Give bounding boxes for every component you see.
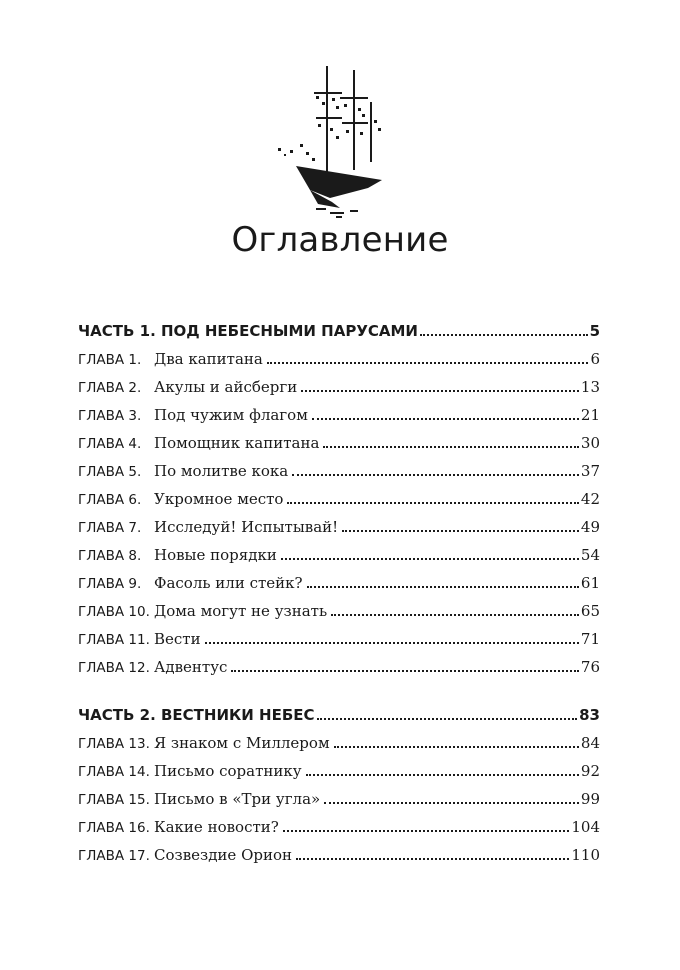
toc-entry[interactable] — [78, 462, 600, 490]
chapter-label: ГЛАВА 4. — [78, 436, 142, 452]
dot-leader — [334, 746, 579, 748]
chapter-label: ГЛАВА 7. — [78, 520, 142, 536]
page-number: 84 — [580, 734, 600, 752]
toc-entry[interactable] — [78, 434, 600, 462]
dot-leader — [281, 558, 579, 560]
toc-entry[interactable] — [78, 762, 600, 790]
toc-entry[interactable] — [78, 378, 600, 406]
page-number: 42 — [580, 490, 600, 508]
toc-entry[interactable] — [78, 734, 600, 762]
chapter-label: ГЛАВА 13. — [78, 736, 150, 752]
part-heading[interactable] — [78, 322, 600, 350]
dot-leader — [324, 802, 579, 804]
dot-leader — [342, 530, 579, 532]
part-heading[interactable] — [78, 706, 600, 734]
page-number: 54 — [580, 546, 600, 564]
dot-leader — [283, 830, 570, 832]
toc-entry[interactable] — [78, 406, 600, 434]
toc-entry[interactable] — [78, 602, 600, 630]
page-number: 5 — [589, 322, 600, 340]
toc-entry[interactable] — [78, 490, 600, 518]
dot-leader — [420, 334, 588, 336]
chapter-label: ГЛАВА 1. — [78, 352, 142, 368]
chapter-title: Под чужим флагом — [154, 406, 308, 424]
dot-leader — [317, 718, 578, 720]
dot-leader — [306, 774, 579, 776]
dot-leader — [296, 858, 569, 860]
toc-entry[interactable] — [78, 790, 600, 818]
chapter-title: Исследуй! Испытывай! — [154, 518, 339, 536]
chapter-label: ГЛАВА 3. — [78, 408, 142, 424]
page-number: 92 — [580, 762, 600, 780]
page-number: 13 — [580, 378, 600, 396]
page-number: 71 — [580, 630, 600, 648]
page-number: 30 — [580, 434, 600, 452]
dot-leader — [307, 586, 579, 588]
toc-entry[interactable] — [78, 574, 600, 602]
toc-part-1 — [78, 322, 600, 686]
chapter-label: ГЛАВА 8. — [78, 548, 142, 564]
page-number: 37 — [580, 462, 600, 480]
page-number: 104 — [571, 818, 600, 836]
dot-leader — [231, 670, 578, 672]
toc-entry[interactable] — [78, 518, 600, 546]
chapter-title: Письмо в «Три угла» — [154, 790, 321, 808]
chapter-label: ГЛАВА 17. — [78, 848, 150, 864]
dot-leader — [292, 474, 579, 476]
chapter-label: ГЛАВА 6. — [78, 492, 142, 508]
dot-leader — [331, 614, 579, 616]
dot-leader — [312, 418, 579, 420]
dot-leader — [287, 502, 578, 504]
part-title: ЧАСТЬ 2. ВЕСТНИКИ НЕБЕС — [78, 706, 315, 724]
chapter-label: ГЛАВА 14. — [78, 764, 150, 780]
toc-entry[interactable] — [78, 846, 600, 874]
chapter-title: Два капитана — [154, 350, 263, 368]
dot-leader — [323, 446, 579, 448]
part-title: ЧАСТЬ 1. ПОД НЕБЕСНЫМИ ПАРУСАМИ — [78, 322, 418, 340]
dot-leader — [301, 390, 579, 392]
toc-entry[interactable] — [78, 630, 600, 658]
chapter-label: ГЛАВА 2. — [78, 380, 142, 396]
toc-entry[interactable] — [78, 350, 600, 378]
chapter-title: Фасоль или стейк? — [154, 574, 303, 592]
toc-entry[interactable] — [78, 658, 600, 686]
chapter-label: ГЛАВА 10. — [78, 604, 150, 620]
chapter-label: ГЛАВА 9. — [78, 576, 142, 592]
page-number: 83 — [579, 706, 600, 724]
page-title: Оглавление — [231, 220, 449, 260]
chapter-title: Письмо соратнику — [154, 762, 302, 780]
chapter-label: ГЛАВА 12. — [78, 660, 150, 676]
chapter-title: Дома могут не узнать — [154, 602, 328, 620]
page-number: 110 — [571, 846, 600, 864]
chapter-title: Акулы и айсберги — [154, 378, 298, 396]
page-number: 6 — [590, 350, 600, 368]
chapter-label: ГЛАВА 5. — [78, 464, 142, 480]
chapter-title: Адвентус — [154, 658, 228, 676]
sailing-ship-icon — [270, 62, 390, 222]
page-number: 65 — [580, 602, 600, 620]
toc-entry[interactable] — [78, 818, 600, 846]
page-number: 49 — [580, 518, 600, 536]
chapter-title: По молитве кока — [154, 462, 289, 480]
page-number: 99 — [580, 790, 600, 808]
toc-part-2 — [78, 706, 600, 874]
chapter-title: Помощник капитана — [154, 434, 320, 452]
dot-leader — [205, 642, 579, 644]
chapter-label: ГЛАВА 15. — [78, 792, 150, 808]
dot-leader — [267, 362, 589, 364]
page-number: 61 — [580, 574, 600, 592]
chapter-title: Новые порядки — [154, 546, 277, 564]
chapter-title: Я знаком с Миллером — [154, 734, 330, 752]
chapter-title: Вести — [154, 630, 201, 648]
page-number: 76 — [580, 658, 600, 676]
page-number: 21 — [580, 406, 600, 424]
chapter-label: ГЛАВА 16. — [78, 820, 150, 836]
chapter-title: Созвездие Орион — [154, 846, 292, 864]
chapter-title: Укромное место — [154, 490, 284, 508]
toc-entry[interactable] — [78, 546, 600, 574]
chapter-title: Какие новости? — [154, 818, 279, 836]
chapter-label: ГЛАВА 11. — [78, 632, 150, 648]
